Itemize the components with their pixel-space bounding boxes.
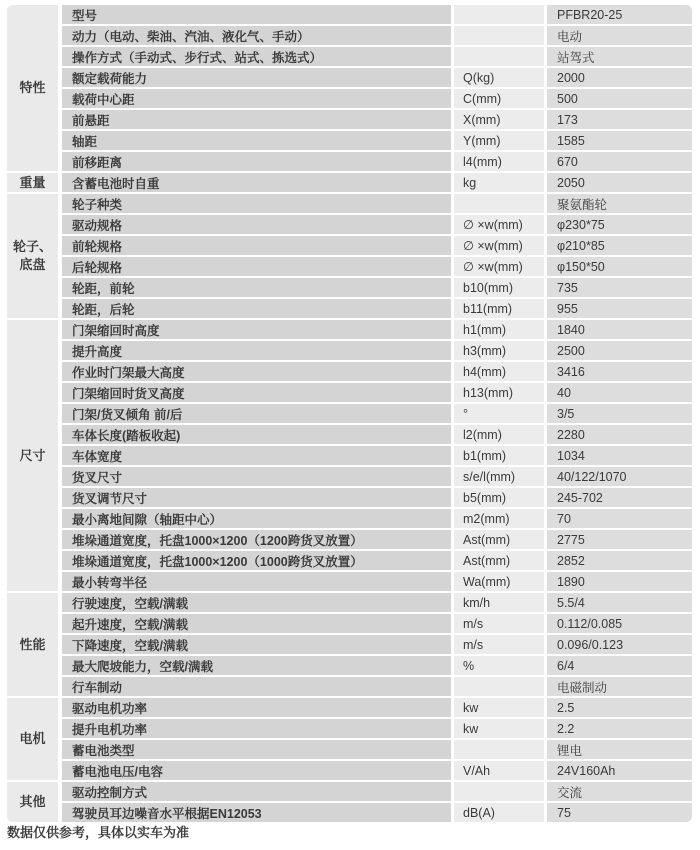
- category-cell: 特性: [7, 5, 58, 171]
- param-unit: [454, 47, 544, 66]
- param-value: 站驾式: [547, 47, 692, 66]
- param-unit: km/h: [454, 593, 544, 612]
- param-unit: kg: [454, 173, 544, 192]
- spec-section: [7, 698, 692, 780]
- param-unit: l4(mm): [454, 152, 544, 171]
- param-value: φ230*75: [547, 215, 692, 234]
- param-value: PFBR20-25: [547, 5, 692, 24]
- table-row: [62, 299, 692, 318]
- param-label: 门架缩回时货叉高度: [62, 383, 451, 402]
- param-label: 轮距，后轮: [62, 299, 451, 318]
- param-unit: kw: [454, 698, 544, 717]
- table-row: [62, 614, 692, 633]
- param-value: 2.2: [547, 719, 692, 738]
- param-unit: h4(mm): [454, 362, 544, 381]
- param-value: 24V160Ah: [547, 761, 692, 780]
- param-label: 轴距: [62, 131, 451, 150]
- param-value: 聚氨酯轮: [547, 194, 692, 213]
- param-unit: m2(mm): [454, 509, 544, 528]
- param-value: 670: [547, 152, 692, 171]
- param-unit: dB(A): [454, 803, 544, 822]
- param-label: 行驶速度，空载/满载: [62, 593, 451, 612]
- param-value: 1585: [547, 131, 692, 150]
- param-label: 作业时门架最大高度: [62, 362, 451, 381]
- category-cell: 尺寸: [7, 320, 58, 591]
- param-label: 动力（电动、柴油、汽油、液化气、手动）: [62, 26, 451, 45]
- param-unit: ∅ ×w(mm): [454, 257, 544, 276]
- category-cell: 轮子、底盘: [7, 194, 58, 318]
- param-unit: [454, 740, 544, 759]
- param-label: 提升高度: [62, 341, 451, 360]
- table-row: [62, 110, 692, 129]
- param-value: 2.5: [547, 698, 692, 717]
- param-label: 下降速度，空载/满载: [62, 635, 451, 654]
- section-rows: [62, 173, 692, 192]
- table-row: [62, 236, 692, 255]
- spec-section: [7, 194, 692, 318]
- param-value: 2775: [547, 530, 692, 549]
- param-value: 2000: [547, 68, 692, 87]
- table-row: [62, 803, 692, 822]
- param-value: 173: [547, 110, 692, 129]
- param-unit: s/e/l(mm): [454, 467, 544, 486]
- param-unit: V/Ah: [454, 761, 544, 780]
- param-value: 1034: [547, 446, 692, 465]
- param-unit: [454, 677, 544, 696]
- param-label: 蓄电池电压/电容: [62, 761, 451, 780]
- param-value: 245-702: [547, 488, 692, 507]
- param-value: 交流: [547, 782, 692, 801]
- param-label: 堆垛通道宽度，托盘1000×1200（1000跨货叉放置）: [62, 551, 451, 570]
- param-label: 载荷中心距: [62, 89, 451, 108]
- table-row: [62, 89, 692, 108]
- param-unit: [454, 782, 544, 801]
- param-unit: Ast(mm): [454, 551, 544, 570]
- table-row: [62, 257, 692, 276]
- param-value: 500: [547, 89, 692, 108]
- param-value: 735: [547, 278, 692, 297]
- table-row: [62, 404, 692, 423]
- param-label: 车体宽度: [62, 446, 451, 465]
- table-row: [62, 341, 692, 360]
- param-label: 后轮规格: [62, 257, 451, 276]
- param-label: 最小转弯半径: [62, 572, 451, 591]
- param-value: 0.096/0.123: [547, 635, 692, 654]
- table-row: [62, 593, 692, 612]
- param-value: φ210*85: [547, 236, 692, 255]
- param-unit: h13(mm): [454, 383, 544, 402]
- table-row: [62, 215, 692, 234]
- table-row: [62, 467, 692, 486]
- param-unit: ∅ ×w(mm): [454, 215, 544, 234]
- table-row: [62, 635, 692, 654]
- param-label: 堆垛通道宽度，托盘1000×1200（1200跨货叉放置）: [62, 530, 451, 549]
- param-value: 6/4: [547, 656, 692, 675]
- param-value: 70: [547, 509, 692, 528]
- table-row: [62, 131, 692, 150]
- param-unit: °: [454, 404, 544, 423]
- param-label: 提升电机功率: [62, 719, 451, 738]
- param-label: 前移距离: [62, 152, 451, 171]
- param-unit: [454, 5, 544, 24]
- table-row: [62, 509, 692, 528]
- param-unit: m/s: [454, 614, 544, 633]
- param-value: 2280: [547, 425, 692, 444]
- param-unit: ∅ ×w(mm): [454, 236, 544, 255]
- param-value: 0.112/0.085: [547, 614, 692, 633]
- param-value: 锂电: [547, 740, 692, 759]
- section-rows: [62, 5, 692, 171]
- param-unit: C(mm): [454, 89, 544, 108]
- param-value: 电磁制动: [547, 677, 692, 696]
- param-unit: m/s: [454, 635, 544, 654]
- param-value: 1840: [547, 320, 692, 339]
- section-rows: [62, 320, 692, 591]
- param-unit: l2(mm): [454, 425, 544, 444]
- table-row: [62, 761, 692, 780]
- param-unit: b10(mm): [454, 278, 544, 297]
- section-rows: [62, 593, 692, 696]
- param-value: 电动: [547, 26, 692, 45]
- param-value: 75: [547, 803, 692, 822]
- param-unit: X(mm): [454, 110, 544, 129]
- category-cell: 性能: [7, 593, 58, 696]
- param-unit: [454, 26, 544, 45]
- table-row: [62, 26, 692, 45]
- table-row: [62, 47, 692, 66]
- param-label: 操作方式（手动式、步行式、站式、拣选式）: [62, 47, 451, 66]
- param-label: 驱动电机功率: [62, 698, 451, 717]
- category-cell: 重量: [7, 173, 58, 192]
- spec-section: [7, 320, 692, 591]
- param-value: φ150*50: [547, 257, 692, 276]
- param-label: 起升速度，空载/满载: [62, 614, 451, 633]
- table-row: [62, 677, 692, 696]
- param-label: 型号: [62, 5, 451, 24]
- param-value: 40/122/1070: [547, 467, 692, 486]
- param-label: 行车制动: [62, 677, 451, 696]
- param-value: 3416: [547, 362, 692, 381]
- table-row: [62, 782, 692, 801]
- param-label: 轮距，前轮: [62, 278, 451, 297]
- table-row: [62, 425, 692, 444]
- table-row: [62, 68, 692, 87]
- table-row: [62, 551, 692, 570]
- table-row: [62, 173, 692, 192]
- param-label: 前悬距: [62, 110, 451, 129]
- table-row: [62, 5, 692, 24]
- table-row: [62, 446, 692, 465]
- param-label: 额定载荷能力: [62, 68, 451, 87]
- param-value: 3/5: [547, 404, 692, 423]
- param-unit: h3(mm): [454, 341, 544, 360]
- param-label: 门架/货叉倾角 前/后: [62, 404, 451, 423]
- table-row: [62, 152, 692, 171]
- param-value: 2500: [547, 341, 692, 360]
- param-label: 蓄电池类型: [62, 740, 451, 759]
- section-rows: [62, 698, 692, 780]
- table-row: [62, 383, 692, 402]
- param-unit: h1(mm): [454, 320, 544, 339]
- param-unit: kw: [454, 719, 544, 738]
- section-rows: [62, 194, 692, 318]
- param-value: 955: [547, 299, 692, 318]
- category-cell: 电机: [7, 698, 58, 780]
- param-unit: Q(kg): [454, 68, 544, 87]
- param-unit: %: [454, 656, 544, 675]
- param-label: 货叉调节尺寸: [62, 488, 451, 507]
- param-label: 驱动规格: [62, 215, 451, 234]
- param-label: 驱动控制方式: [62, 782, 451, 801]
- param-label: 轮子种类: [62, 194, 451, 213]
- spec-table: [7, 5, 692, 822]
- param-unit: b11(mm): [454, 299, 544, 318]
- param-value: 40: [547, 383, 692, 402]
- param-label: 含蓄电池时自重: [62, 173, 451, 192]
- param-value: 2050: [547, 173, 692, 192]
- spec-section: [7, 5, 692, 171]
- table-row: [62, 572, 692, 591]
- param-unit: Ast(mm): [454, 530, 544, 549]
- param-value: 2852: [547, 551, 692, 570]
- param-unit: Wa(mm): [454, 572, 544, 591]
- param-unit: [454, 194, 544, 213]
- table-row: [62, 719, 692, 738]
- param-label: 货叉尺寸: [62, 467, 451, 486]
- table-row: [62, 320, 692, 339]
- param-unit: b5(mm): [454, 488, 544, 507]
- param-label: 前轮规格: [62, 236, 451, 255]
- table-row: [62, 278, 692, 297]
- table-row: [62, 488, 692, 507]
- param-label: 最小离地间隙（轴距中心）: [62, 509, 451, 528]
- param-value: 5.5/4: [547, 593, 692, 612]
- param-unit: b1(mm): [454, 446, 544, 465]
- param-value: 1890: [547, 572, 692, 591]
- spec-section: [7, 593, 692, 696]
- param-unit: Y(mm): [454, 131, 544, 150]
- table-row: [62, 740, 692, 759]
- table-row: [62, 698, 692, 717]
- spec-section: [7, 782, 692, 822]
- footer-note: 数据仅供参考，具体以实车为准: [7, 825, 190, 840]
- spec-section: [7, 173, 692, 192]
- table-row: [62, 194, 692, 213]
- param-label: 车体长度(踏板收起): [62, 425, 451, 444]
- category-cell: 其他: [7, 782, 58, 822]
- table-row: [62, 530, 692, 549]
- table-row: [62, 362, 692, 381]
- param-label: 驾驶员耳边噪音水平根据EN12053: [62, 803, 451, 822]
- param-label: 最大爬坡能力，空载/满载: [62, 656, 451, 675]
- table-row: [62, 656, 692, 675]
- param-label: 门架缩回时高度: [62, 320, 451, 339]
- section-rows: [62, 782, 692, 822]
